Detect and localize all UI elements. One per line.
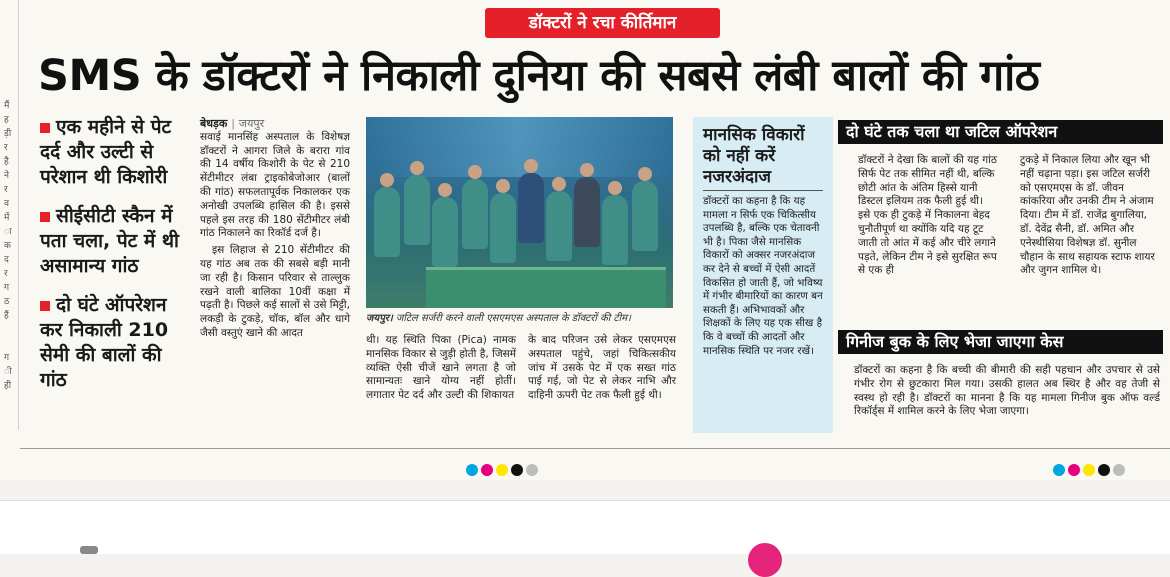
cyan-dot-icon (466, 464, 478, 476)
bullet-item (40, 204, 190, 279)
caption-text: जटिल सर्जरी करने वाली एसएमएस अस्पताल के डॉक्टरों की टीम। (395, 313, 631, 324)
registration-dots-right (1053, 461, 1128, 473)
yellow-dot-icon (1083, 464, 1095, 476)
footer-band (0, 500, 1170, 554)
sidebox-title: मानसिक विकारों को नहीं करें नजरअंदाज (703, 125, 823, 191)
kicker-label: डॉक्टरों ने रचा कीर्तिमान (485, 8, 720, 38)
red-square-icon (40, 212, 50, 222)
strip-text: ड़ी (4, 129, 12, 139)
byline-place: जयपुर (238, 117, 265, 130)
article-column-2: थी। यह स्थिति पिका (Pica) नामक मानसिक विकार से जुड़ी होती है, जिसमें व्यक्ति ऐसी चीजें खाने लगता है जो सामान्यतः खाने योग्य नहीं होतीं। लगातार पेट दर्द और उल्टी की शिकायत (366, 334, 516, 402)
grey-dot-icon (526, 464, 538, 476)
operation-column-1: डॉक्टरों ने देखा कि बालों की यह गांठ सिर्फ पेट तक सीमित नहीं थी, बल्कि छोटी आंत के अंतिम हिस्से यानी डिस्टल इलियम तक फैली हुई थी। इसे एक ही टुकड़े में निकालना बेहद चुनौतीपूर्ण था क्योंकि यदि यह टूट जाती तो आंत में कई और चीरे लगाने पड़ते, लेकिन टीम ने इसे सुरक्षित रूप से एक ही (858, 154, 997, 277)
caption-place: जयपुर। (366, 313, 393, 324)
bullet-list (40, 115, 190, 407)
team-photo (366, 117, 673, 308)
sidebar-box (693, 117, 833, 433)
strip-text: द (4, 255, 9, 265)
magenta-dot-icon (481, 464, 493, 476)
strip-text: हैं (4, 311, 9, 321)
bullet-text: सीईसीटी स्कैन में पता चला, पेट में थी असामान्य गांठ (40, 205, 179, 277)
operation-heading: दो घंटे तक चला था जटिल ऑपरेशन (838, 120, 1163, 144)
bullet-item (40, 293, 190, 393)
pink-circle-icon (748, 543, 782, 577)
cyan-dot-icon (1053, 464, 1065, 476)
adjacent-column-strip (0, 0, 19, 430)
strip-text: र (4, 143, 8, 153)
strip-text: मैं (4, 101, 10, 111)
sidebox-text: डॉक्टरों का कहना है कि यह मामला न सिर्फ एक चिकित्सीय उपलब्धि है, बल्कि एक चेतावनी भी है। पिका जैसे मानसिक विकारों को अक्सर नजरअंदाज कर देने से बच्चों में ऐसी आदतें विकसित हो जाती हैं, जो भविष्य में गंभीर बीमारियों का कारण बन सकती हैं। अभिभावकों और शिक्षकों के लिए यह एक सीख है कि वे बच्चों की आदतों और मानसिक स्थिति पर नजर रखें। (703, 195, 823, 357)
divider (20, 448, 1170, 449)
operation-column-2: टुकड़े में निकाल लिया और खून भी नहीं चढ़ाना पड़ा। इस जटिल सर्जरी को एसएमएस के डॉ. जीवन कांकरिया और उनकी टीम ने अंजाम दिया। टीम में डॉ. राजेंद्र बुगालिया, डॉ. देवेंद्र सैनी, डॉ. अमित और एनेस्थीसिया विशेषज्ञ डॉ. सुनील चौहान के साथ सहायक स्टाफ शायर और जुगन शामिल थे। (1020, 154, 1155, 277)
guinness-text: डॉक्टरों का कहना है कि बच्ची की बीमारी की सही पहचान और उपचार से उसे गंभीर रोग से छुटकारा मिल गया। उसकी हालत अब स्थिर है और वह तेजी से स्वस्थ हो रही है। डॉक्टरों का मानना है कि यह मामला गिनीज बुक ऑफ वर्ल्ड रिकॉर्ड्स में शामिल करने के लिए भेजा जाएगा। (854, 364, 1160, 418)
byline: बेधड़क | जयपुर (200, 117, 265, 130)
strip-text: र (4, 269, 8, 279)
black-dot-icon (511, 464, 523, 476)
bullet-text: दो घंटे ऑपरेशन कर निकाली 210 सेमी की बालों की गांठ (40, 294, 169, 391)
byline-source: बेधड़क (200, 117, 228, 130)
guinness-heading: गिनीज बुक के लिए भेजा जाएगा केस (838, 330, 1163, 354)
grey-dot-icon (1113, 464, 1125, 476)
black-dot-icon (1098, 464, 1110, 476)
bullet-text: एक महीने से पेट दर्द और उल्टी से परेशान थी किशोरी (40, 116, 172, 188)
headline: SMS के डॉक्टरों ने निकाली दुनिया की सबसे लंबी बालों की गांठ (38, 51, 1040, 101)
yellow-dot-icon (496, 464, 508, 476)
photo-caption (366, 310, 676, 324)
article-paragraph: सवाई मानसिंह अस्पताल के विशेषज्ञ डॉक्टरों ने आगरा जिले के बरारा गांव की 14 वर्षीय किशोरी के पेट से 210 सेंटीमीटर लंबा ट्राइकोबेजोआर (बालों की गांठ) सफलतापूर्वक निकालकर एक अनोखी उपलब्धि हासिल की है। इससे पहले इस तरह की 180 सेंटीमीटर लंबी गांठ निकालने का रिकॉर्ड दर्ज है। (200, 130, 350, 240)
strip-text: ठ (4, 297, 10, 307)
bullet-item (40, 115, 190, 190)
strip-text: ह (4, 115, 9, 125)
strip-text: में (4, 213, 10, 223)
strip-text: है (4, 157, 9, 167)
article-column-1 (200, 117, 350, 341)
strip-text: क (4, 241, 11, 251)
strip-text: ी (4, 367, 12, 377)
strip-text: र (4, 185, 8, 195)
strip-text: ग (4, 283, 10, 293)
registration-dots-left (466, 461, 541, 473)
strip-text: ही (4, 381, 12, 391)
article-paragraph: इस लिहाज से 210 सेंटीमीटर की यह गांठ अब तक की सबसे बड़ी मानी जा रही है। किसान परिवार से ताल्लुक रखने वाली बालिका 10वीं कक्षा में पढ़ती है। पिछले कई सालों से उसे मिट्टी, लकड़ी के टुकड़े, चॉक, बॉल और धागे जैसी वस्तुएं खाने की आदत (200, 244, 350, 339)
strip-text: ने (4, 171, 9, 181)
red-square-icon (40, 123, 50, 133)
strip-text: ग (4, 353, 10, 363)
strip-text: व (4, 199, 10, 209)
magenta-dot-icon (1068, 464, 1080, 476)
red-square-icon (40, 301, 50, 311)
article-column-3: के बाद परिजन उसे लेकर एसएमएस अस्पताल पहुंचे, जहां चिकित्सकीय जांच में उसके पेट में एक सख्त गांठ पाई गई, जो पेट से लेकर नाभि और दाहिनी ऊपरी पेट तक फैली हुई थी। (528, 334, 676, 402)
strip-text: ा (4, 227, 12, 237)
